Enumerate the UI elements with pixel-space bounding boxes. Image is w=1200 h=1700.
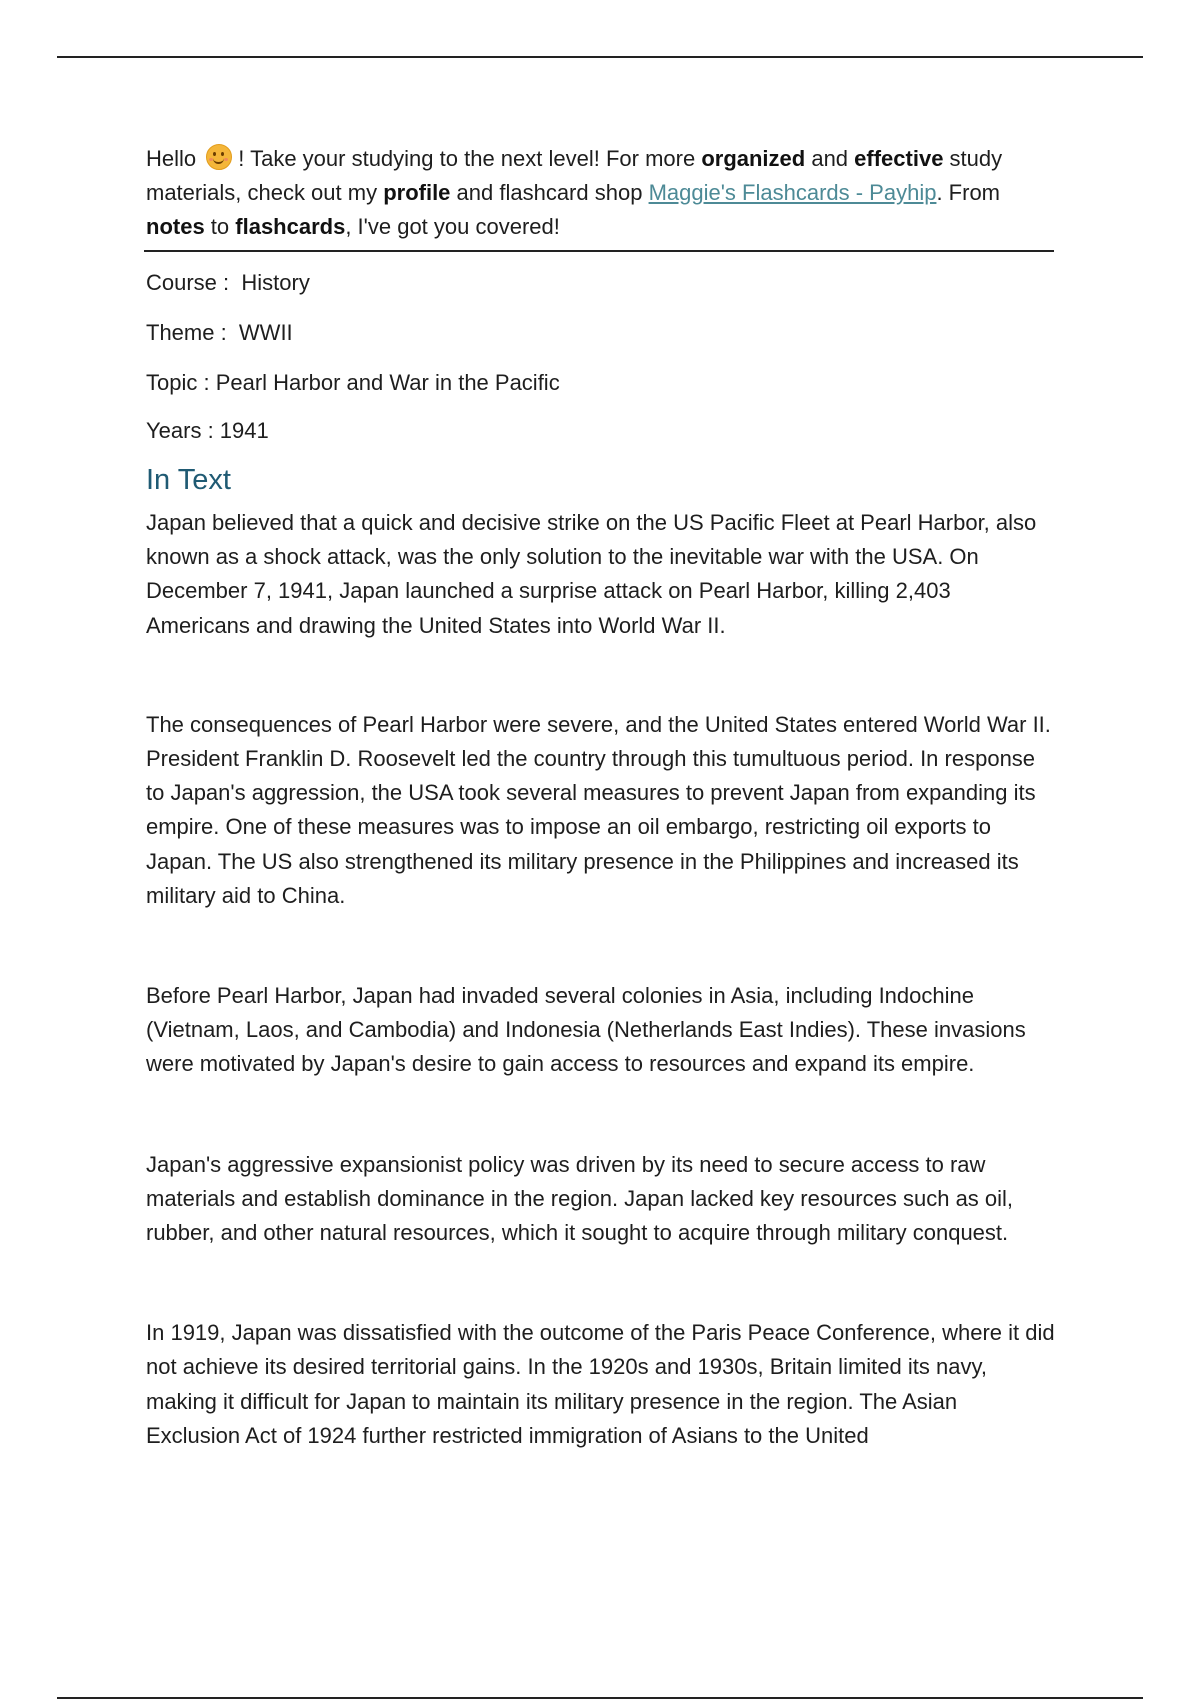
intro-text-7: , I've got you covered! xyxy=(345,214,560,239)
paragraph-4: Japan's aggressive expansionist policy was driven by its need to secure access to raw materials and establish dominance in the region. Japan lacked key resources such as oil, rubber, and other natural resources, which it sought to acquire through military conquest. xyxy=(146,1151,1014,1246)
intro-text-2: and xyxy=(805,146,855,171)
document-page xyxy=(146,142,1056,1453)
page-top-rule xyxy=(57,56,1143,58)
intro-text-3: study materials, check out my xyxy=(146,146,1003,205)
flashcard-shop-link[interactable]: Maggie's Flashcards - Payhip xyxy=(648,180,937,205)
meta-topic: Topic : Pearl Harbor and War in the Pacific xyxy=(146,370,560,395)
page-bottom-rule xyxy=(57,1697,1143,1699)
intro-bold-flashcards: flashcards xyxy=(235,214,346,239)
intro-divider xyxy=(144,250,1054,252)
intro-bold-organized: organized xyxy=(701,146,806,171)
intro-text-4: and flashcard shop xyxy=(450,180,649,205)
paragraph-5: In 1919, Japan was dissatisfied with the outcome of the Paris Peace Conference, where it did not achieve its desired territorial gains. In the 1920s and 1930s, Britain limited its navy, making it difficult for Japan to maintain its military presence in the region. The Asian Exclusion Act of 1924 further restricted immigration of Asians to the United xyxy=(146,1320,1055,1448)
meta-years: Years : 1941 xyxy=(146,418,269,443)
intro-paragraph xyxy=(146,142,1056,244)
meta-course: Course : History xyxy=(146,270,310,295)
intro-text-5: . From xyxy=(936,180,1001,205)
intro-text-6: to xyxy=(204,214,236,239)
paragraph-2: The consequences of Pearl Harbor were severe, and the United States entered World War II. President Franklin D. Roosevelt led the country through this tumultuous period. In response to Japan's aggression, the USA took several measures to prevent Japan from expanding its empire. One of these measures was to impose an oil embargo, restricting oil exports to Japan. The US also strengthened its military presence in the Philippines and increased its military aid to China. xyxy=(146,711,1051,908)
meta-theme: Theme : WWII xyxy=(146,320,293,345)
paragraph-3: Before Pearl Harbor, Japan had invaded several colonies in Asia, including Indochine (Vietnam, Laos, and Cambodia) and Indonesia (Netherlands East Indies). These invasions were motivated by Japan's desire to gain access to resources and expand its empire. xyxy=(146,983,1026,1077)
intro-text-1: ! Take your studying to the next level! For more xyxy=(238,146,702,171)
intro-hello: Hello xyxy=(146,146,197,171)
section-heading: In Text xyxy=(146,464,231,496)
intro-bold-profile: profile xyxy=(383,180,451,205)
paragraph-1: Japan believed that a quick and decisive strike on the US Pacific Fleet at Pearl Harbor, also known as a shock attack, was the only solution to the inevitable war with the USA. On December 7, 1941, Japan launched a surprise attack on Pearl Harbor, killing 2,403 Americans and drawing the United States into World War II. xyxy=(146,510,1037,638)
intro-bold-effective: effective xyxy=(854,146,944,171)
smiling-face-icon xyxy=(206,144,232,170)
intro-bold-notes: notes xyxy=(146,214,205,239)
